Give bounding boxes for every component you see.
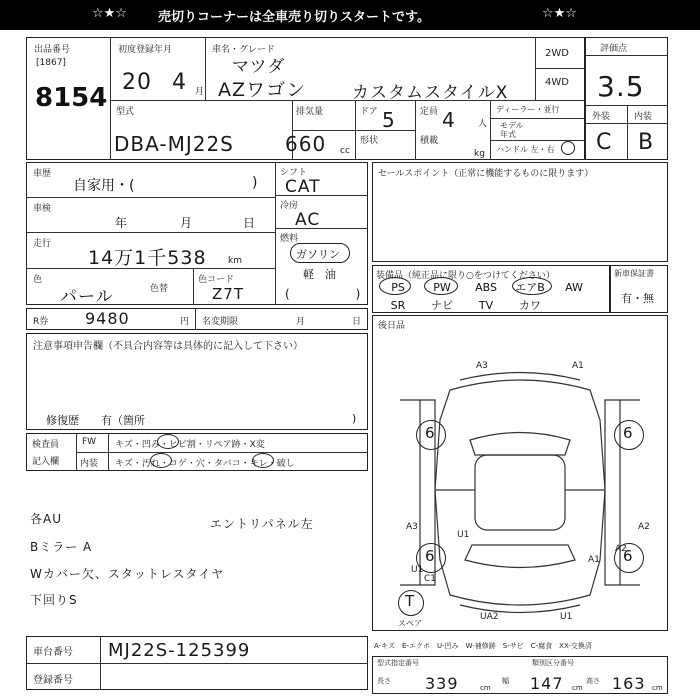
model-code-label: 型式 — [116, 107, 135, 117]
handle-label: ハンドル 左・右 — [496, 145, 555, 154]
reg-month-unit: 月 — [195, 87, 205, 97]
reg-label: 初度登録年月 — [118, 45, 173, 55]
mark-u1-left: U1 — [457, 530, 470, 540]
mark-a3-left: A3 — [406, 522, 418, 532]
dealer-label: ディーラー・並行 — [496, 105, 560, 114]
equipment-label: 装備品（純正品に限り○をつけてください） — [376, 271, 555, 281]
chassis-value: MJ22S-125399 — [108, 640, 251, 661]
color-value: パール — [60, 287, 114, 307]
repair-close: ) — [352, 412, 357, 425]
hgt-label: 高さ — [586, 677, 600, 685]
ac-label: 冷房 — [280, 201, 299, 211]
load-unit: kg — [474, 149, 485, 159]
notes-label: 注意事項申告欄（不具合内容等は具体的に記入して下さい） — [33, 341, 303, 352]
inspector-int-text: キズ・汚れ・コゲ・穴・タバコ・キレ・破し — [115, 459, 295, 469]
int-grade: B — [638, 130, 655, 155]
load-label: 積載 — [420, 136, 439, 146]
color-label: 色 — [33, 275, 43, 285]
handle-right-circle — [561, 141, 575, 155]
doors-label: ドア — [360, 107, 378, 117]
inspector-entry-label: 記入欄 — [32, 457, 60, 467]
r-ticket-unit: 円 — [180, 317, 190, 327]
inspection-month: 月 — [180, 216, 193, 230]
deadline-day: 日 — [352, 317, 362, 327]
mark-a1-right: A1 — [588, 555, 600, 565]
mark-a2-right: A2 — [638, 522, 650, 532]
mark-c1: C1 — [424, 574, 437, 584]
plate-label: 登録番号 — [33, 675, 73, 686]
int-mark-circle-1 — [150, 453, 172, 468]
cert-label: 型式指定番号 — [377, 659, 419, 667]
name-label: 車名・グレード — [212, 45, 276, 55]
equip-pw: PW — [433, 280, 451, 294]
color-code: Z7T — [212, 285, 244, 303]
mark-u1-bottom: U1 — [560, 612, 573, 622]
mileage-label: 走行 — [33, 239, 52, 249]
year-label: 年式 — [500, 130, 516, 139]
wid-label: 幅 — [502, 677, 509, 685]
fuel-gas: ガソリン — [296, 248, 340, 261]
ext-label: 外装 — [592, 112, 611, 122]
tire-fr-value: 6 — [623, 424, 634, 442]
inspector-int: 内装 — [80, 459, 99, 469]
int-mark-circle-2 — [252, 453, 274, 468]
banner-stars-left: ☆★☆ — [92, 6, 127, 21]
disp-unit: cc — [340, 146, 350, 156]
shape-label: 形状 — [360, 136, 379, 146]
len-value: 339 — [425, 674, 459, 693]
equip-sr: SR — [390, 298, 406, 312]
inspection-label: 車検 — [33, 204, 52, 214]
inspection-year: 年 — [115, 216, 128, 230]
remark-3: Wカバー欠、スタットレスタイヤ — [30, 567, 225, 581]
remark-4: 下回りS — [30, 593, 78, 607]
damage-legend: A-キズ E-エクボ U-凹み W-補修跡 S-サビ C-腐食 XX-交換済 — [374, 642, 592, 650]
inspector-label: 検査員 — [32, 440, 60, 450]
spare-value: T — [405, 592, 416, 610]
color-change-label: 色替 — [150, 284, 169, 294]
deadline-month: 月 — [296, 317, 306, 327]
tire-rl-value: 6 — [425, 547, 436, 565]
equip-ps-circle — [379, 277, 411, 295]
tire-rr-value: 6 — [623, 547, 634, 565]
drive-2wd: 2WD — [545, 48, 569, 59]
banner-text: 売切りコーナーは全車売り切りスタートです。 — [158, 10, 430, 25]
car-diagram — [380, 360, 660, 625]
r-ticket-box — [26, 308, 368, 330]
chassis-label: 車台番号 — [33, 647, 73, 658]
deadline-label: 名変期限 — [202, 317, 239, 327]
grade-score: 3.5 — [597, 70, 645, 103]
color-code-label: 色コード — [198, 275, 235, 285]
doors-value: 5 — [382, 108, 396, 132]
int-label: 内装 — [634, 112, 653, 122]
seats-label: 定員 — [420, 107, 439, 117]
lot-label: 出品番号 — [34, 45, 71, 55]
history-close: ) — [252, 175, 258, 191]
warranty-value: 有・無 — [621, 292, 654, 305]
grade-label: 評価点 — [600, 44, 628, 54]
repair-label: 修復歴 有（箇所 — [46, 414, 145, 427]
equip-ps: PS — [391, 280, 405, 294]
hgt-unit: cm — [652, 684, 663, 692]
shift-value: CAT — [285, 177, 321, 197]
ext-grade: C — [596, 130, 613, 155]
warranty-label: 新車保証書 — [614, 269, 654, 278]
wid-unit: cm — [572, 684, 583, 692]
r-ticket-label: R券 — [33, 317, 49, 327]
equip-airbag: エアB — [515, 281, 545, 294]
fuel-label: 燃料 — [280, 234, 299, 244]
wid-value: 147 — [530, 674, 564, 693]
equip-navi: ナビ — [431, 299, 453, 312]
aftermarket-label: 後日品 — [378, 321, 406, 331]
maker-name: マツダ — [232, 57, 286, 77]
tire-fl-value: 6 — [425, 424, 436, 442]
reg-year: 20 — [122, 70, 152, 95]
spare-label: スペア — [398, 619, 422, 628]
grade-name: カスタムスタイルX — [352, 83, 509, 103]
mark-a1-top: A1 — [572, 361, 584, 371]
ac-value: AC — [295, 210, 321, 230]
shift-label: シフト — [280, 168, 308, 178]
banner-stars-right: ☆★☆ — [542, 6, 577, 21]
model-code: DBA-MJ22S — [114, 132, 234, 156]
equip-airbag-circle — [512, 277, 552, 295]
len-unit: cm — [480, 684, 491, 692]
equip-aw: AW — [565, 280, 583, 294]
lot-number: 8154 — [35, 83, 108, 113]
hgt-value: 163 — [612, 674, 646, 693]
disp-label: 排気量 — [296, 107, 324, 117]
mark-ua2: UA2 — [480, 612, 499, 622]
seats-unit: 人 — [478, 119, 488, 129]
seats-value: 4 — [442, 108, 456, 132]
model-name: AZワゴン — [218, 79, 307, 101]
remark-right: エントリパネル左 — [210, 517, 314, 531]
remark-1: 各AU — [30, 512, 62, 526]
fw-mark-circle — [157, 434, 179, 449]
equip-tv: TV — [478, 298, 494, 312]
inspection-day: 日 — [243, 216, 256, 230]
class-label: 類別区分番号 — [532, 659, 574, 667]
mark-a3-top: A3 — [476, 361, 488, 371]
reg-month: 4 — [172, 70, 187, 95]
sales-label: セールスポイント（正常に機能するものに限ります） — [378, 169, 594, 179]
equip-abs: ABS — [475, 280, 497, 294]
fuel-paren: ( ) — [285, 287, 375, 301]
header-banner — [0, 0, 700, 30]
remark-2: Bミラー A — [30, 540, 93, 554]
mark-u1-left-low: U1 — [411, 565, 424, 575]
equip-leather: カワ — [519, 299, 541, 312]
history-label: 車歴 — [33, 169, 52, 179]
mileage-unit: km — [228, 256, 242, 266]
model-label: モデル — [500, 121, 524, 130]
r-ticket-value: 9480 — [85, 309, 130, 328]
disp-value: 660 — [285, 132, 327, 156]
drive-4wd: 4WD — [545, 77, 569, 88]
equip-pw-circle — [424, 277, 458, 295]
inspector-fw: FW — [82, 437, 97, 447]
lot-code: [1867] — [36, 58, 66, 68]
mark-a2-right-low: A2 — [615, 544, 627, 554]
fuel-diesel: 軽 油 — [303, 268, 336, 281]
len-label: 長さ — [377, 677, 391, 685]
history-value: 自家用・( — [73, 178, 135, 194]
mileage-value: 14万1千538 — [88, 247, 207, 269]
inspector-fw-text: キズ・凹み・ヒビ割・リペア跡・X変 — [115, 440, 265, 450]
